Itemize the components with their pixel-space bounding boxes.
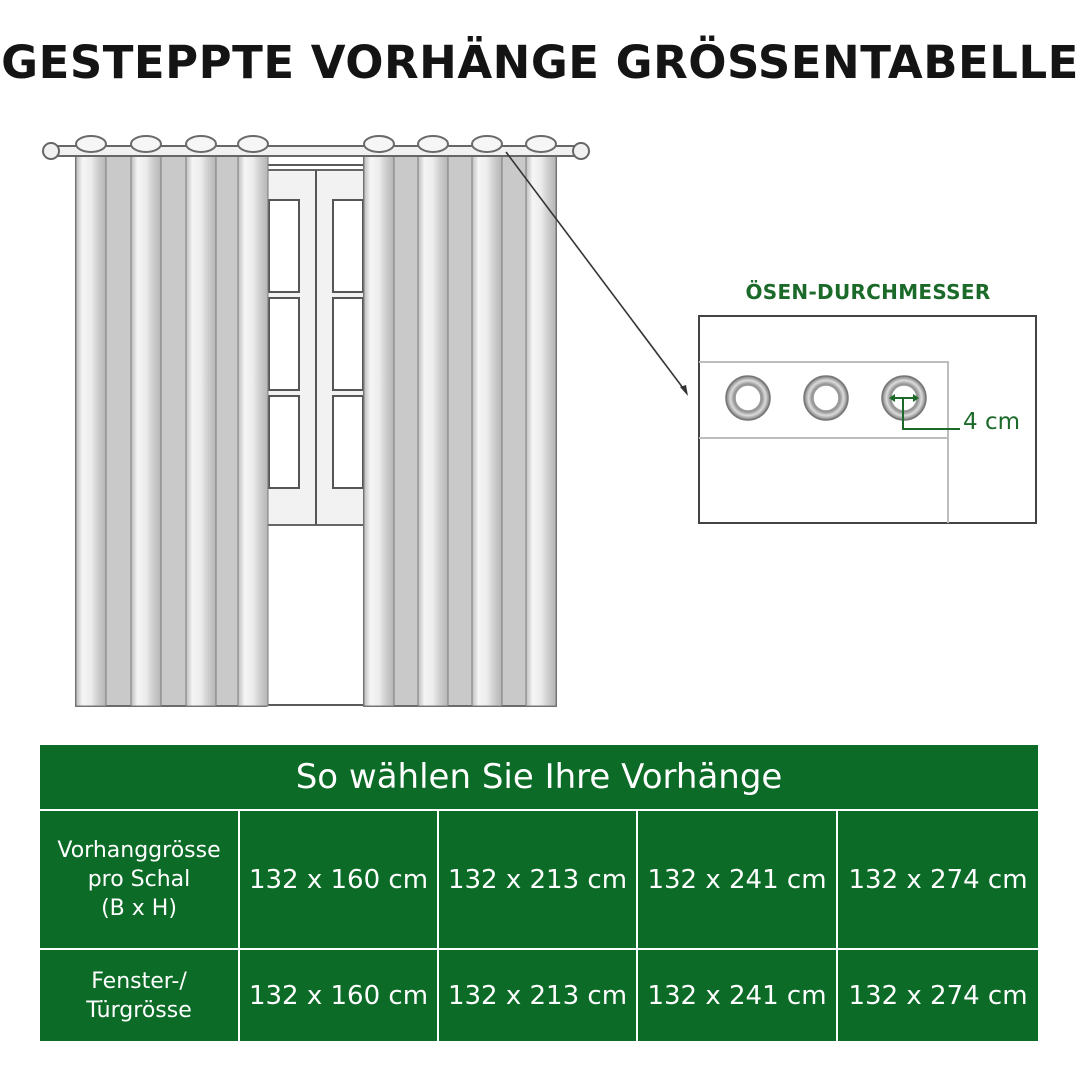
row-label-window-size <box>40 950 240 1041</box>
right-curtain-panel <box>364 150 556 706</box>
row-label-curtain-size <box>40 811 240 950</box>
page-title: GESTEPPTE VORHÄNGE GRÖSSENTABELLE <box>1 36 1079 89</box>
size-cell: 132 x 213 cm <box>439 950 638 1041</box>
size-cell: 132 x 213 cm <box>439 811 638 950</box>
size-cell: 132 x 241 cm <box>638 950 838 1041</box>
window <box>262 165 376 705</box>
row-label-line: pro Schal <box>87 867 191 893</box>
curtain-rod <box>43 143 589 159</box>
left-curtain-panel <box>76 150 268 706</box>
size-cell: 132 x 160 cm <box>240 950 439 1041</box>
table-row-window-size <box>40 950 1038 1041</box>
size-table <box>40 745 1038 1041</box>
row-label-line: Fenster-/ <box>91 968 187 994</box>
grommet-diameter-label: ÖSEN-DURCHMESSER <box>745 280 991 304</box>
table-row-curtain-size <box>40 811 1038 950</box>
size-cell: 132 x 241 cm <box>638 811 838 950</box>
size-cell: 132 x 160 cm <box>240 811 439 950</box>
size-cell: 132 x 274 cm <box>848 980 1028 1011</box>
table-header: So wählen Sie Ihre Vorhänge <box>40 745 1038 811</box>
row-label-line: (B x H) <box>101 896 177 922</box>
row-label-line: Vorhanggrösse <box>57 838 221 864</box>
row-label-line: Türgrösse <box>86 997 192 1023</box>
grommet-diameter-value: 4 cm <box>963 409 1020 435</box>
size-cell: 132 x 274 cm <box>838 811 1038 950</box>
